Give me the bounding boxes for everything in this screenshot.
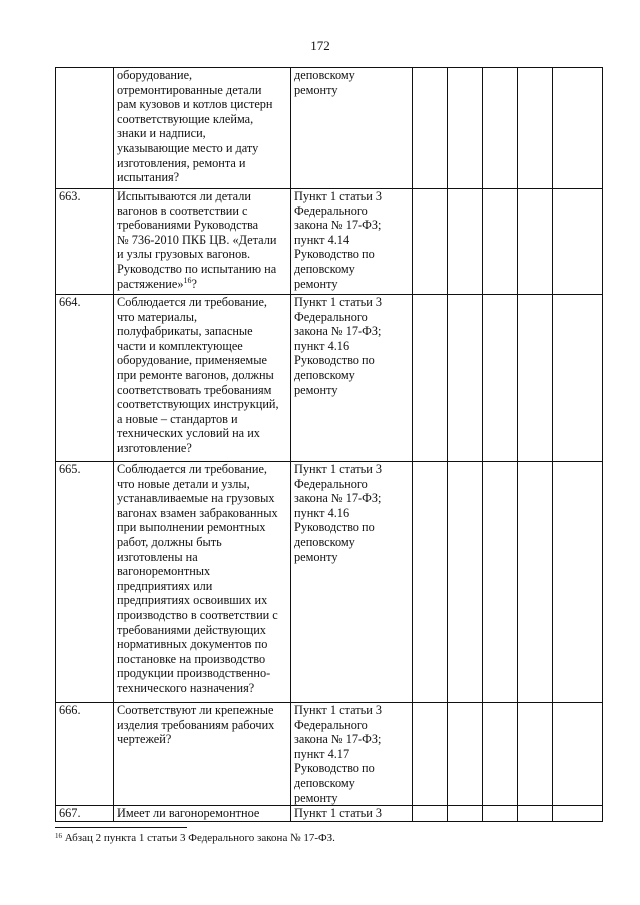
answer-cell bbox=[518, 68, 553, 189]
question-line: соответствующих инструкций, bbox=[117, 397, 279, 412]
reference-line: ремонту bbox=[294, 82, 338, 97]
reference-line: пункт 4.17 bbox=[294, 746, 350, 761]
reference-line: Пункт 1 статьи 3 bbox=[294, 295, 382, 309]
question-line: знаки и надписи, bbox=[117, 126, 206, 141]
answer-cell bbox=[483, 806, 518, 822]
question-line: постановке на производство bbox=[117, 651, 266, 666]
answer-cell bbox=[518, 462, 553, 703]
question-line: нормативных документов по bbox=[117, 637, 268, 652]
reference-line: деповскому bbox=[294, 534, 355, 549]
reference-line: Федерального bbox=[294, 717, 368, 732]
question-mark: ? bbox=[191, 276, 197, 291]
answer-cell bbox=[483, 462, 518, 703]
question-line: предприятиях освоивших их bbox=[117, 593, 268, 608]
answer-cell bbox=[448, 295, 483, 462]
question-line: что новые детали и узлы, bbox=[117, 476, 250, 491]
question-line: вагонов в соответствии с bbox=[117, 203, 248, 218]
item-number bbox=[56, 68, 114, 189]
answer-cell bbox=[413, 703, 448, 806]
question-line: производство в соответствии с bbox=[117, 607, 278, 622]
question-cell bbox=[114, 806, 291, 822]
reference-line: Руководство по bbox=[294, 520, 375, 535]
question-line bbox=[117, 277, 288, 292]
reference-line: Руководство по bbox=[294, 761, 375, 776]
question-line: изготовлены на bbox=[117, 549, 198, 564]
question-line: устанавливаемые на грузовых bbox=[117, 491, 275, 506]
question-line: изготовление? bbox=[117, 440, 192, 455]
reference-line: закона № 17-ФЗ; bbox=[294, 732, 382, 747]
table-row bbox=[56, 462, 603, 703]
question-line: испытания? bbox=[117, 170, 180, 185]
table-row bbox=[56, 189, 603, 295]
question-line: что материалы, bbox=[117, 309, 198, 324]
reference-line: Федерального bbox=[294, 309, 368, 324]
question-line: Имеет ли вагоноремонтное bbox=[117, 806, 260, 821]
question-cell bbox=[114, 189, 291, 295]
question-line: предприятиях или bbox=[117, 578, 213, 593]
question-line: а новые – стандартов и bbox=[117, 411, 238, 426]
reference-line: ремонту bbox=[294, 382, 338, 397]
question-line: Испытываются ли детали bbox=[117, 189, 251, 203]
legal-reference-cell bbox=[291, 806, 413, 822]
answer-cell bbox=[553, 295, 603, 462]
answer-cell bbox=[553, 68, 603, 189]
reference-line: деповскому bbox=[294, 367, 355, 382]
table-row bbox=[56, 68, 603, 189]
question-cell bbox=[114, 703, 291, 806]
reference-line: ремонту bbox=[294, 276, 338, 291]
question-line: указывающие место и дату bbox=[117, 140, 259, 155]
question-line: технических условий на их bbox=[117, 426, 260, 441]
reference-line: Руководство по bbox=[294, 247, 375, 262]
question-line: вагонах взамен забракованных bbox=[117, 505, 278, 520]
footnote-marker: 16 bbox=[55, 832, 62, 840]
reference-line: Пункт 1 статьи 3 bbox=[294, 189, 382, 203]
answer-cell bbox=[483, 295, 518, 462]
footnote bbox=[55, 832, 335, 844]
question-line: оборудование, bbox=[117, 68, 193, 82]
answer-cell bbox=[413, 462, 448, 703]
question-line: при выполнении ремонтных bbox=[117, 520, 266, 535]
answer-cell bbox=[448, 68, 483, 189]
question-line: № 736-2010 ПКБ ЦВ. «Детали bbox=[117, 232, 277, 247]
question-line: требованиями Руководства bbox=[117, 218, 259, 233]
answer-cell bbox=[413, 295, 448, 462]
question-line: Соблюдается ли требование, bbox=[117, 462, 268, 476]
reference-line: деповскому bbox=[294, 775, 355, 790]
reference-line: пункт 4.16 bbox=[294, 338, 350, 353]
answer-cell bbox=[448, 806, 483, 822]
reference-line: ремонту bbox=[294, 790, 338, 805]
item-number: 665. bbox=[56, 462, 114, 703]
reference-line: Пункт 1 статьи 3 bbox=[294, 806, 382, 821]
question-line: продукции производственно- bbox=[117, 666, 271, 681]
legal-reference-cell bbox=[291, 189, 413, 295]
item-number: 666. bbox=[56, 703, 114, 806]
answer-cell bbox=[448, 189, 483, 295]
question-line: рам кузовов и котлов цистерн bbox=[117, 97, 273, 112]
answer-cell bbox=[553, 189, 603, 295]
reference-line: Федерального bbox=[294, 203, 368, 218]
legal-reference-cell bbox=[291, 462, 413, 703]
table-row bbox=[56, 806, 603, 822]
reference-line: закона № 17-ФЗ; bbox=[294, 491, 382, 506]
question-line: Руководство по испытанию на bbox=[117, 261, 277, 276]
question-line: Соответствуют ли крепежные bbox=[117, 703, 274, 717]
answer-cell bbox=[553, 703, 603, 806]
question-line: и узлы грузовых вагонов. bbox=[117, 247, 251, 262]
table-row bbox=[56, 295, 603, 462]
reference-line: Пункт 1 статьи 3 bbox=[294, 703, 382, 717]
question-line: требованиями действующих bbox=[117, 622, 266, 637]
question-line: части и комплектующее bbox=[117, 338, 243, 353]
checklist-table bbox=[55, 67, 603, 822]
question-line: отремонтированные детали bbox=[117, 82, 262, 97]
reference-line: закона № 17-ФЗ; bbox=[294, 324, 382, 339]
reference-line: пункт 4.14 bbox=[294, 232, 350, 247]
reference-line: ремонту bbox=[294, 549, 338, 564]
question-line: полуфабрикаты, запасные bbox=[117, 324, 253, 339]
answer-cell bbox=[553, 462, 603, 703]
footnote-divider bbox=[55, 827, 187, 828]
item-number: 664. bbox=[56, 295, 114, 462]
answer-cell bbox=[413, 189, 448, 295]
item-number: 663. bbox=[56, 189, 114, 295]
answer-cell bbox=[448, 703, 483, 806]
answer-cell bbox=[448, 462, 483, 703]
question-cell bbox=[114, 68, 291, 189]
item-number: 667. bbox=[56, 806, 114, 822]
answer-cell bbox=[518, 703, 553, 806]
question-line: Соблюдается ли требование, bbox=[117, 295, 268, 309]
question-line: чертежей? bbox=[117, 732, 172, 747]
question-line: работ, должны быть bbox=[117, 534, 222, 549]
legal-reference-cell bbox=[291, 703, 413, 806]
reference-line: Пункт 1 статьи 3 bbox=[294, 462, 382, 476]
answer-cell bbox=[553, 806, 603, 822]
question-line: технического назначения? bbox=[117, 680, 255, 695]
footnote-text: Абзац 2 пункта 1 статьи 3 Федерального закона № 17-ФЗ. bbox=[62, 832, 335, 844]
answer-cell bbox=[413, 68, 448, 189]
reference-line: деповскому bbox=[294, 261, 355, 276]
question-line: при ремонте вагонов, должны bbox=[117, 367, 274, 382]
answer-cell bbox=[483, 189, 518, 295]
question-line: оборудование, применяемые bbox=[117, 353, 267, 368]
reference-line: Федерального bbox=[294, 476, 368, 491]
question-cell bbox=[114, 462, 291, 703]
reference-line: Руководство по bbox=[294, 353, 375, 368]
answer-cell bbox=[518, 806, 553, 822]
answer-cell bbox=[518, 189, 553, 295]
question-text: растяжение» bbox=[117, 276, 184, 291]
answer-cell bbox=[483, 703, 518, 806]
question-line: соответствующие клейма, bbox=[117, 111, 254, 126]
question-line: соответствовать требованиям bbox=[117, 382, 272, 397]
reference-line: деповскому bbox=[294, 68, 355, 82]
question-line: вагоноремонтных bbox=[117, 564, 211, 579]
question-line: изготовления, ремонта и bbox=[117, 155, 246, 170]
question-line: изделия требованиям рабочих bbox=[117, 717, 275, 732]
page-number: 172 bbox=[310, 38, 330, 53]
answer-cell bbox=[518, 295, 553, 462]
legal-reference-cell bbox=[291, 295, 413, 462]
legal-reference-cell bbox=[291, 68, 413, 189]
question-cell bbox=[114, 295, 291, 462]
reference-line: закона № 17-ФЗ; bbox=[294, 218, 382, 233]
footnote-reference: 16 bbox=[183, 275, 192, 285]
table-row bbox=[56, 703, 603, 806]
answer-cell bbox=[483, 68, 518, 189]
answer-cell bbox=[413, 806, 448, 822]
reference-line: пункт 4.16 bbox=[294, 505, 350, 520]
